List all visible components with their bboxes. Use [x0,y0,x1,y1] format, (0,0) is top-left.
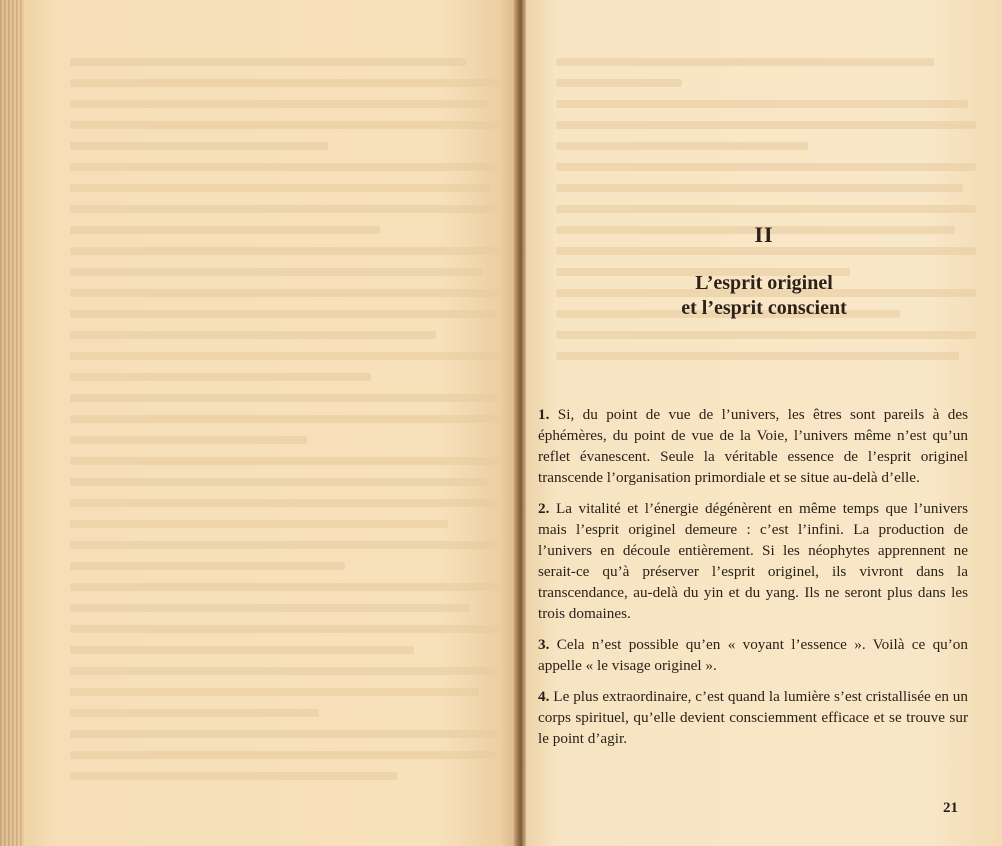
paragraph-number: 3. [538,636,550,653]
paragraph [538,404,968,488]
paragraph-number: 2. [538,500,550,517]
paragraph-number: 1. [538,406,550,423]
paragraph-text: Le plus extraordinaire, c’est quand la lumière s’est cristallisée en un corps spirituel, qu’elle devient consciemment efficace et se trouve sur le point d’agir. [538,688,968,747]
chapter-number: II [754,222,774,247]
paragraph-text: Cela n’est possible qu’en « voyant l’essence ». Voilà ce qu’on appelle « le visage originel ». [538,636,968,674]
chapter-title-line-2: et l’esprit conscient [681,297,847,319]
paragraph-number: 4. [538,688,550,705]
right-page [526,0,1002,846]
paragraph-text: Si, du point de vue de l’univers, les êtres sont pareils à des éphémères, du point de vue de la Voie, l’univers même n’est qu’un reflet évanescent. Seule la véritable essence de l’esprit originel transcende l’organisation primordiale et se situe au-delà d’elle. [538,406,968,486]
page-number: 21 [943,800,958,816]
paragraph [538,686,968,749]
paragraph [538,498,968,624]
chapter-title [526,271,1002,321]
page-edges [0,0,24,846]
chapter-body [538,404,968,759]
show-through-text [556,58,976,373]
paragraph [538,634,968,676]
show-through-text [70,58,500,793]
chapter-title-line-1: L’esprit originel [695,272,833,294]
paragraph-text: La vitalité et l’énergie dégénèrent en même temps que l’univers mais l’esprit originel demeure : c’est l’infini. La production de l’univers en découle entièrement. Si les néophytes apprennent ne serait-ce qu’à préserver l’esprit originel, ils vivront dans la transcendance, au-delà du yin et du yang. Ils ne seront plus dans les trois domaines. [538,500,968,622]
